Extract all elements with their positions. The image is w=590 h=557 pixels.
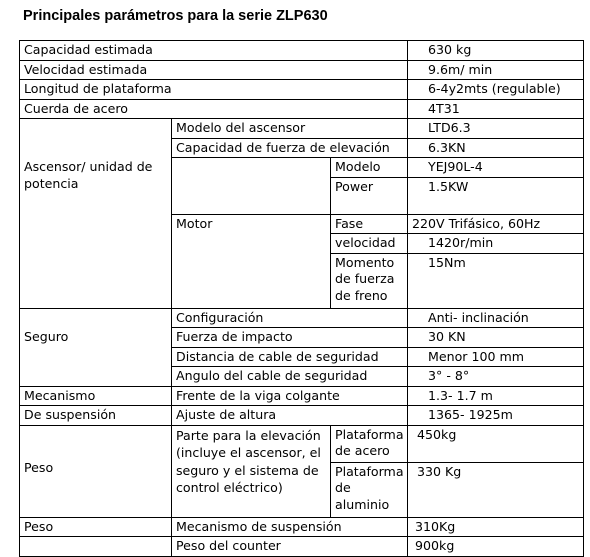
row-label: velocidad bbox=[331, 234, 408, 254]
group-label-text: Seguro bbox=[24, 328, 69, 344]
row-value: LTD6.3 bbox=[408, 119, 584, 139]
row-value: Menor 100 mm bbox=[408, 347, 584, 367]
row-label: Configuración bbox=[172, 308, 408, 328]
table-row bbox=[20, 60, 584, 80]
group-label-ascensor bbox=[20, 119, 172, 309]
group-label-text: Ascensor/ unidad de potencia bbox=[24, 159, 153, 191]
row-value: YEJ90L-4 bbox=[408, 158, 584, 178]
group-label-suspension: De suspensión bbox=[20, 406, 172, 426]
row-label: Longitud de plataforma bbox=[20, 80, 408, 100]
row-value: 9.6m/ min bbox=[408, 60, 584, 80]
row-label: Parte para la elevación (incluye el ascensor, el seguro y el sistema de control eléctrico) bbox=[172, 425, 331, 517]
row-value: 900kg bbox=[408, 537, 584, 557]
row-value: 1.3- 1.7 m bbox=[408, 386, 584, 406]
page-title: Principales parámetros para la serie ZLP630 bbox=[23, 8, 328, 24]
row-value: 220V Trifásico, 60Hz bbox=[408, 214, 584, 234]
table-row bbox=[20, 308, 584, 328]
table-row bbox=[20, 119, 584, 139]
row-value: Anti- inclinación bbox=[408, 308, 584, 328]
row-value: 1365- 1925m bbox=[408, 406, 584, 426]
row-value: 6-4y2mts (regulable) bbox=[408, 80, 584, 100]
group-label-text: Peso bbox=[24, 459, 54, 475]
table-row bbox=[20, 406, 584, 426]
row-value: 4T31 bbox=[408, 99, 584, 119]
row-value: 330 Kg bbox=[408, 462, 584, 517]
row-value: 1.5KW bbox=[408, 177, 584, 214]
row-label: Modelo bbox=[331, 158, 408, 178]
row-label: Capacidad de fuerza de elevación bbox=[172, 138, 408, 158]
row-label: Mecanismo de suspensión bbox=[172, 517, 408, 537]
row-label: Plataforma de acero bbox=[331, 425, 408, 462]
row-value: 15Nm bbox=[408, 253, 584, 308]
row-label: Momento de fuerza de freno bbox=[331, 253, 408, 308]
row-label: Cuerda de acero bbox=[20, 99, 408, 119]
table-row bbox=[20, 41, 584, 61]
row-label: Frente de la viga colgante bbox=[172, 386, 408, 406]
row-value: 6.3KN bbox=[408, 138, 584, 158]
row-label: Modelo del ascensor bbox=[172, 119, 408, 139]
row-value: 450kg bbox=[408, 425, 584, 462]
table-row bbox=[20, 80, 584, 100]
row-label: Capacidad estimada bbox=[20, 41, 408, 61]
row-value: 630 kg bbox=[408, 41, 584, 61]
row-value: 1420r/min bbox=[408, 234, 584, 254]
table-row bbox=[20, 517, 584, 537]
empty-cell bbox=[172, 158, 331, 215]
row-value: 310Kg bbox=[408, 517, 584, 537]
row-value: 3° - 8° bbox=[408, 367, 584, 387]
group-label-seguro bbox=[20, 308, 172, 386]
empty-cell bbox=[20, 537, 172, 557]
row-label: Peso del counter bbox=[172, 537, 408, 557]
table-row bbox=[20, 537, 584, 557]
row-label: Power bbox=[331, 177, 408, 214]
motor-label: Motor bbox=[172, 214, 331, 308]
group-label-mecanismo: Mecanismo bbox=[20, 386, 172, 406]
row-label: Plataforma de aluminio bbox=[331, 462, 408, 517]
row-value: 30 KN bbox=[408, 328, 584, 348]
group-label-peso: Peso bbox=[20, 517, 172, 537]
row-label: Angulo del cable de seguridad bbox=[172, 367, 408, 387]
row-label: Ajuste de altura bbox=[172, 406, 408, 426]
table-row bbox=[20, 99, 584, 119]
group-label-peso bbox=[20, 425, 172, 517]
table-row bbox=[20, 386, 584, 406]
row-label: Distancia de cable de seguridad bbox=[172, 347, 408, 367]
row-label: Velocidad estimada bbox=[20, 60, 408, 80]
spec-table bbox=[19, 40, 584, 557]
table-row bbox=[20, 425, 584, 462]
row-label: Fase bbox=[331, 214, 408, 234]
row-label: Fuerza de impacto bbox=[172, 328, 408, 348]
